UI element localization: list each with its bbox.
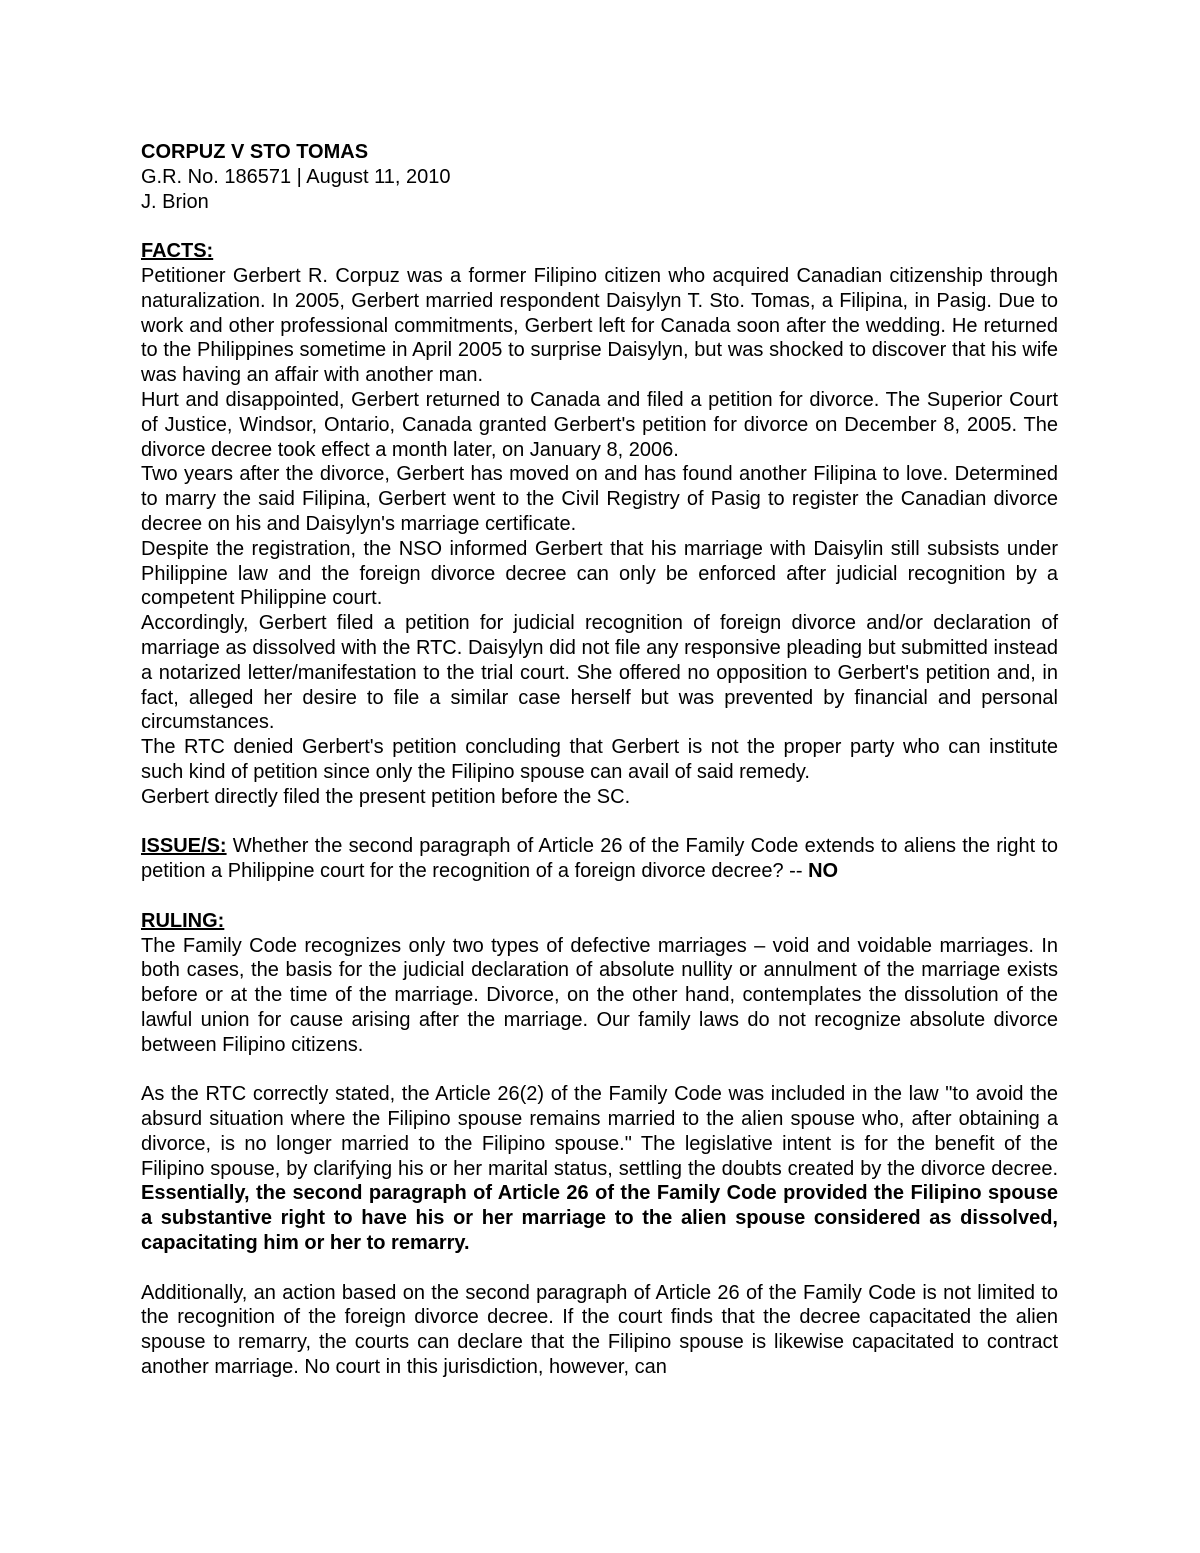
facts-paragraph-5: Accordingly, Gerbert filed a petition for judicial recognition of foreign divorce and/or declaration of marriage as dissolved with the RTC. Daisylyn did not file any responsive pleading but submitted instead a notarized letter/manifestation to the trial court. She offered no opposition to Gerbert's petition and, in fact, alleged her desire to file a similar case herself but was prevented by financial and personal circumstances. [141,612,1058,734]
ruling-heading: RULING: [141,909,225,932]
ruling-paragraph-2 [141,1082,1058,1256]
issue-text: Whether the second paragraph of Article 26 of the Family Code extends to aliens the right to petition a Philippine court for the recognition of a foreign divorce decree? -- [141,835,1058,883]
case-citation: G.R. No. 186571 | August 11, 2010 [141,165,451,188]
ruling-paragraph-2-text: As the RTC correctly stated, the Article 26(2) of the Family Code was included in the law "to avoid the absurd situation where the Filipino spouse remains married to the alien spouse who, after obtaining a divorce, is no longer married to the Filipino spouse." The legislative intent is for the benefit of the Filipino spouse, by clarifying his or her marital status, settling the doubts created by the divorce decree. [141,1083,1058,1180]
ruling-paragraph-1: The Family Code recognizes only two types of defective marriages – void and voidable marriages. In both cases, the basis for the judicial declaration of absolute nullity or annulment of the marriage exists before or at the time of the marriage. Divorce, on the other hand, contemplates the dissolution of the lawful union for cause arising after the marriage. Our family laws do not recognize absolute divorce between Filipino citizens. [141,934,1058,1056]
document-page [141,140,1058,1380]
facts-paragraph-3: Two years after the divorce, Gerbert has moved on and has found another Filipina to love. Determined to marry the said Filipina, Gerbert went to the Civil Registry of Pasig to register the Canadian divorce decree on his and Daisylyn's marriage certificate. [141,463,1058,535]
issue-answer: NO [808,860,839,883]
ruling-paragraph-3-continued: No court in this jurisdiction, however, can [298,1356,667,1379]
ruling-paragraph-2-emphasis: Essentially, the second paragraph of Article 26 of the Family Code provided the Filipino spouse a substantive right to have his or her marriage to the alien spouse considered as dissolved, capacitating him or her to remarry. [141,1182,1058,1255]
facts-paragraph-4: Despite the registration, the NSO informed Gerbert that his marriage with Daisylin still subsists under Philippine law and the foreign divorce decree can only be enforced after judicial recognition by a competent Philippine court. [141,537,1058,610]
facts-heading: FACTS: [141,240,214,263]
facts-paragraph-6: The RTC denied Gerbert's petition concluding that Gerbert is not the proper party who can institute such kind of petition since only the Filipino spouse can avail of said remedy. [141,736,1058,783]
ruling-paragraph-3-text: Additionally, an action based on the second paragraph of Article 26 of the Family Code is not limited to the recognition of the foreign divorce decree. If the court finds that the decree capacitated the alien spouse to remarry, the courts can declare that the Filipino spouse is likewise capacitated to contract another marriage. [141,1281,1058,1379]
case-title: CORPUZ V STO TOMAS [141,141,369,163]
issue-block [141,834,1058,884]
facts-paragraph-1: Petitioner Gerbert R. Corpuz was a former Filipino citizen who acquired Canadian citizenship through naturalization. In 2005, Gerbert married respondent Daisylyn T. Sto. Tomas, a Filipina, in Pasig. Due to work and other professional commitments, Gerbert left for Canada soon after the wedding. He returned to the Philippines sometime in April 2005 to surprise Daisylyn, but was shocked to discover that his wife was having an affair with another man. [141,264,1058,387]
facts-paragraph-7: Gerbert directly filed the present petition before the SC. [141,785,631,808]
ruling-paragraph-3 [141,1281,1058,1380]
issue-label: ISSUE/S: [141,835,227,858]
case-ponente: J. Brion [141,190,209,213]
facts-paragraph-2: Hurt and disappointed, Gerbert returned to Canada and filed a petition for divorce. The Superior Court of Justice, Windsor, Ontario, Canada granted Gerbert's petition for divorce on December 8, 2005. The divorce decree took effect a month later, on January 8, 2006. [141,388,1058,461]
